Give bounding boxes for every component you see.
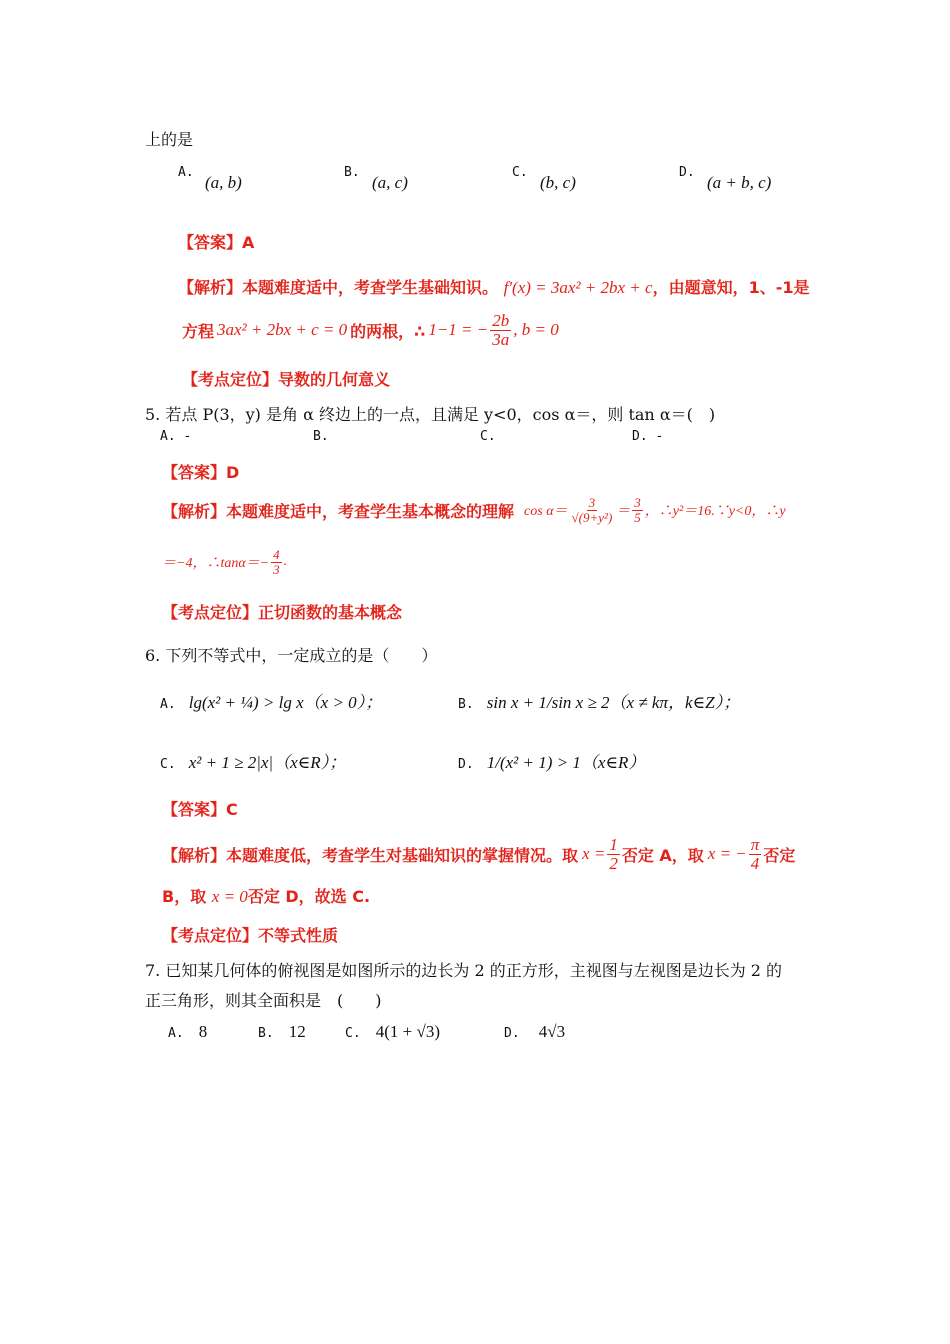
q6-option-b: B. sin x + 1/sin x ≥ 2（x ≠ kπ，k∈Z）； bbox=[458, 693, 741, 712]
q4-option-a-expr: (a, b) bbox=[205, 173, 242, 192]
q5-analysis-line1: 【解析】 本题难度适中，考查学生基本概念的理解 cos α＝ $\frac{3}{\text{√(9+y²)}}$ ＝ $\frac{3}{5}$ ，∴y²＝16.∵y<0，∴y bbox=[162, 495, 786, 525]
q7-option-b: B. 12 bbox=[258, 1022, 306, 1041]
intro-text: 上的是 bbox=[145, 130, 194, 149]
q6-analysis-line2: B，取 x = 0否定 D，故选 C. bbox=[162, 887, 371, 906]
q4-option-a-label: A. bbox=[178, 165, 194, 180]
q5-option-a: A. - bbox=[160, 429, 192, 444]
q7-option-a: A. 8 bbox=[168, 1022, 208, 1041]
q5-analysis-line2: ＝−4，∴tanα＝− $\frac{4}{3}$ . bbox=[162, 547, 288, 577]
q4-option-d-label: D. bbox=[679, 165, 695, 180]
q5-option-c: C. bbox=[480, 429, 496, 444]
q6-option-a: A. lg(x² + ¼) > lg x（x > 0）； bbox=[160, 693, 383, 712]
q4-analysis-line2: 方程 3ax² + 2bx + c = 0 的两根，∴ 1−1 = − $\frac{2b}{3a}$ , b = 0 bbox=[182, 311, 559, 349]
q4-option-b-expr: (a, c) bbox=[372, 173, 408, 192]
q6-answer: 【答案】C bbox=[162, 800, 238, 819]
q5-option-d: D. - bbox=[632, 429, 664, 444]
q4-option-c-label: C. bbox=[512, 165, 528, 180]
q5-option-b: B. bbox=[313, 429, 329, 444]
q4-option-c-expr: (b, c) bbox=[540, 173, 576, 192]
q7-stem-line2: 正三角形，则其全面积是 ( ) bbox=[145, 991, 382, 1010]
q4-answer: 【答案】A bbox=[178, 233, 255, 252]
q7-stem-line1: 7. 已知某几何体的俯视图是如图所示的边长为 2 的正方形，主视图与左视图是边长为 2 的 bbox=[145, 961, 783, 980]
q5-stem: 5. 若点 P(3，y) 是角 α 终边上的一点，且满足 y<0，cos α＝，则 tan α＝( ) bbox=[145, 405, 716, 424]
q4-analysis-line1: 【解析】本题难度适中，考查学生基础知识。 f′(x) = 3ax² + 2bx + c，由题意知，1、-1是 bbox=[178, 278, 810, 297]
q4-option-d-expr: (a + b, c) bbox=[707, 173, 772, 192]
q4-topic: 【考点定位】导数的几何意义 bbox=[182, 370, 391, 389]
q6-option-d: D. 1/(x² + 1) > 1（x∈R） bbox=[458, 753, 646, 772]
q6-analysis-line1: 【解析】 本题难度低，考查学生对基础知识的掌握情况。取 x = $\frac{1}{2}$ 否定 A，取 x = − $\frac{\pi}{4}$ 否定 bbox=[162, 835, 796, 873]
q6-topic: 【考点定位】不等式性质 bbox=[162, 926, 339, 945]
q6-stem: 6. 下列不等式中，一定成立的是（ ） bbox=[145, 646, 438, 665]
q7-option-d: D. 4√3 bbox=[504, 1022, 566, 1041]
q6-option-c: C. x² + 1 ≥ 2|x|（x∈R）； bbox=[160, 753, 347, 772]
q7-option-c: C. 4(1 + √3) bbox=[345, 1022, 440, 1041]
q4-option-b-label: B. bbox=[344, 165, 360, 180]
q5-answer: 【答案】D bbox=[162, 463, 240, 482]
q5-topic: 【考点定位】正切函数的基本概念 bbox=[162, 603, 403, 622]
